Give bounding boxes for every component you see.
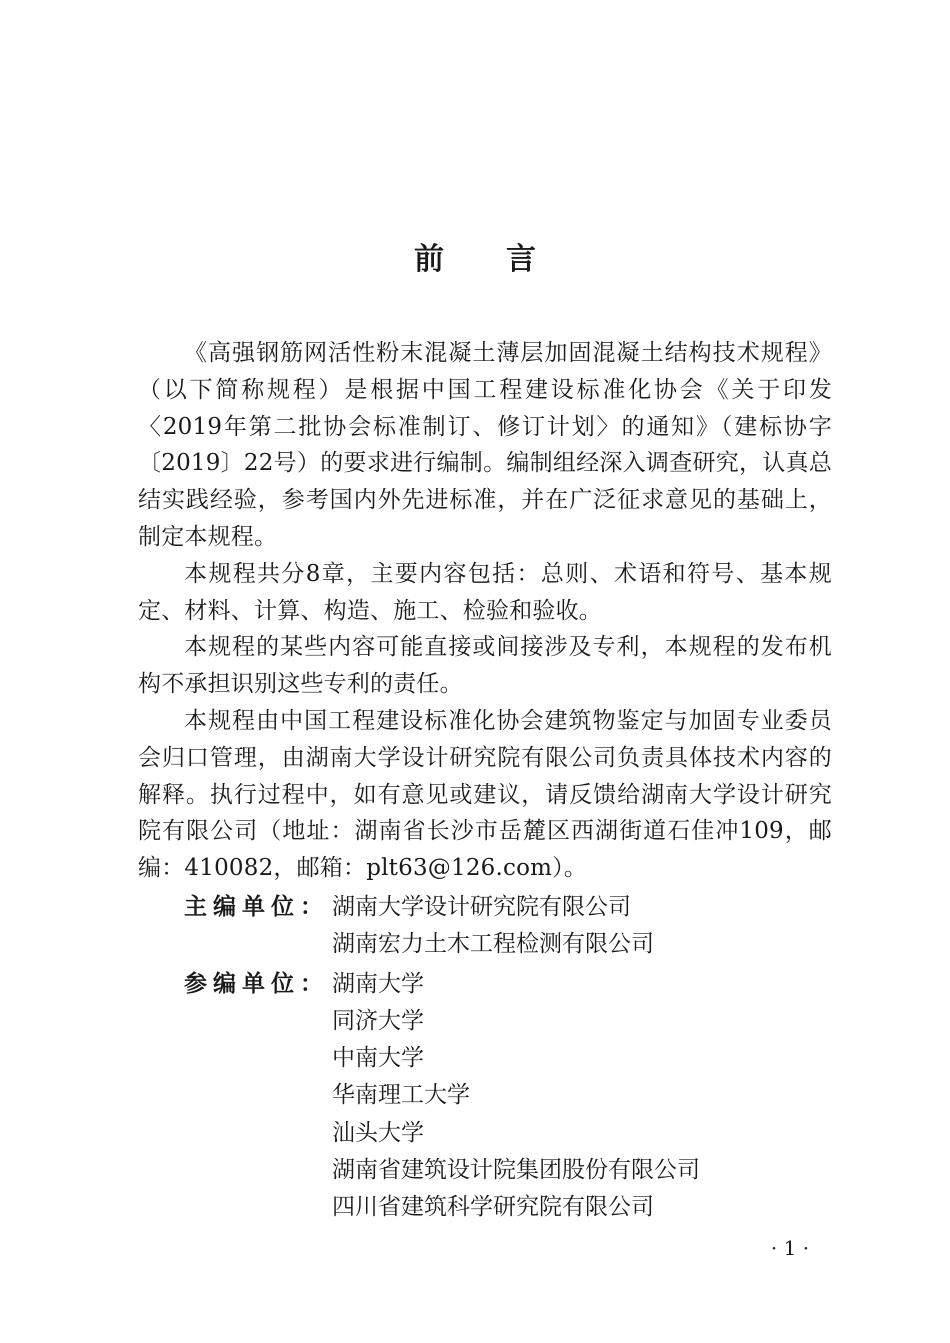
unit-label-spacer <box>138 1040 332 1077</box>
page-number: · 1 · <box>770 1236 810 1260</box>
unit-label-spacer <box>138 1115 332 1152</box>
participating-unit-name: 华南理工大学 <box>332 1082 470 1109</box>
unit-label-spacer <box>138 1189 332 1226</box>
participating-unit-row <box>138 1077 832 1114</box>
participating-units-label: 参编单位： <box>184 970 329 997</box>
page-title: 前言 <box>414 242 598 278</box>
participating-unit-row <box>138 966 832 1003</box>
participating-unit-name: 湖南省建筑设计院集团股份有限公司 <box>332 1157 700 1184</box>
chief-unit-name: 湖南大学设计研究院有限公司 <box>332 893 631 920</box>
participating-unit-name: 湖南大学 <box>332 970 424 997</box>
paragraph-management-contact: 本规程由中国工程建设标准化协会建筑物鉴定与加固专业委员会归口管理，由湖南大学设计研究院有限公司负责具体技术内容的解释。执行过程中，如有意见或建议，请反馈给湖南大学设计研究院有限公司（地址：湖南省长沙市岳麓区西湖街道石佳冲109，邮编：410082，邮箱：plt63@126.com）。 <box>138 707 832 882</box>
participating-unit-row <box>138 1003 832 1040</box>
chief-units-block <box>138 889 832 964</box>
participating-unit-name: 同济大学 <box>332 1007 424 1034</box>
chief-unit-name: 湖南宏力土木工程检测有限公司 <box>332 931 654 958</box>
participating-unit-name: 四川省建筑科学研究院有限公司 <box>332 1194 654 1221</box>
participating-unit-name: 汕头大学 <box>332 1119 424 1146</box>
unit-label-spacer <box>138 1152 332 1189</box>
unit-label-spacer <box>138 1077 332 1114</box>
participating-unit-row <box>138 1040 832 1077</box>
unit-label-spacer <box>138 926 332 963</box>
paragraph-chapter-summary: 本规程共分8章，主要内容包括：总则、术语和符号、基本规定、材料、计算、构造、施工、检验和验收。 <box>138 560 832 624</box>
participating-unit-name: 中南大学 <box>332 1045 424 1072</box>
unit-label-spacer <box>138 1003 332 1040</box>
paragraph-patent-notice: 本规程的某些内容可能直接或间接涉及专利，本规程的发布机构不承担识别这些专利的责任。 <box>138 634 832 698</box>
preface-body <box>138 335 832 1227</box>
paragraph-compilation-basis: 《高强钢筋网活性粉末混凝土薄层加固混凝土结构技术规程》（以下简称规程）是根据中国工程建设标准化协会《关于印发〈2019年第二批协会标准制订、修订计划〉的通知》（建标协字〔2019〕22号）的要求进行编制。编制组经深入调查研究，认真总结实践经验，参考国内外先进标准，并在广泛征求意见的基础上，制定本规程。 <box>138 340 832 550</box>
participating-units-block <box>138 966 832 1227</box>
participating-unit-row <box>138 1152 832 1189</box>
participating-unit-row <box>138 1115 832 1152</box>
chief-unit-row <box>138 926 832 963</box>
chief-unit-row <box>138 889 832 926</box>
participating-unit-row <box>138 1189 832 1226</box>
chief-units-label: 主编单位： <box>184 893 329 920</box>
